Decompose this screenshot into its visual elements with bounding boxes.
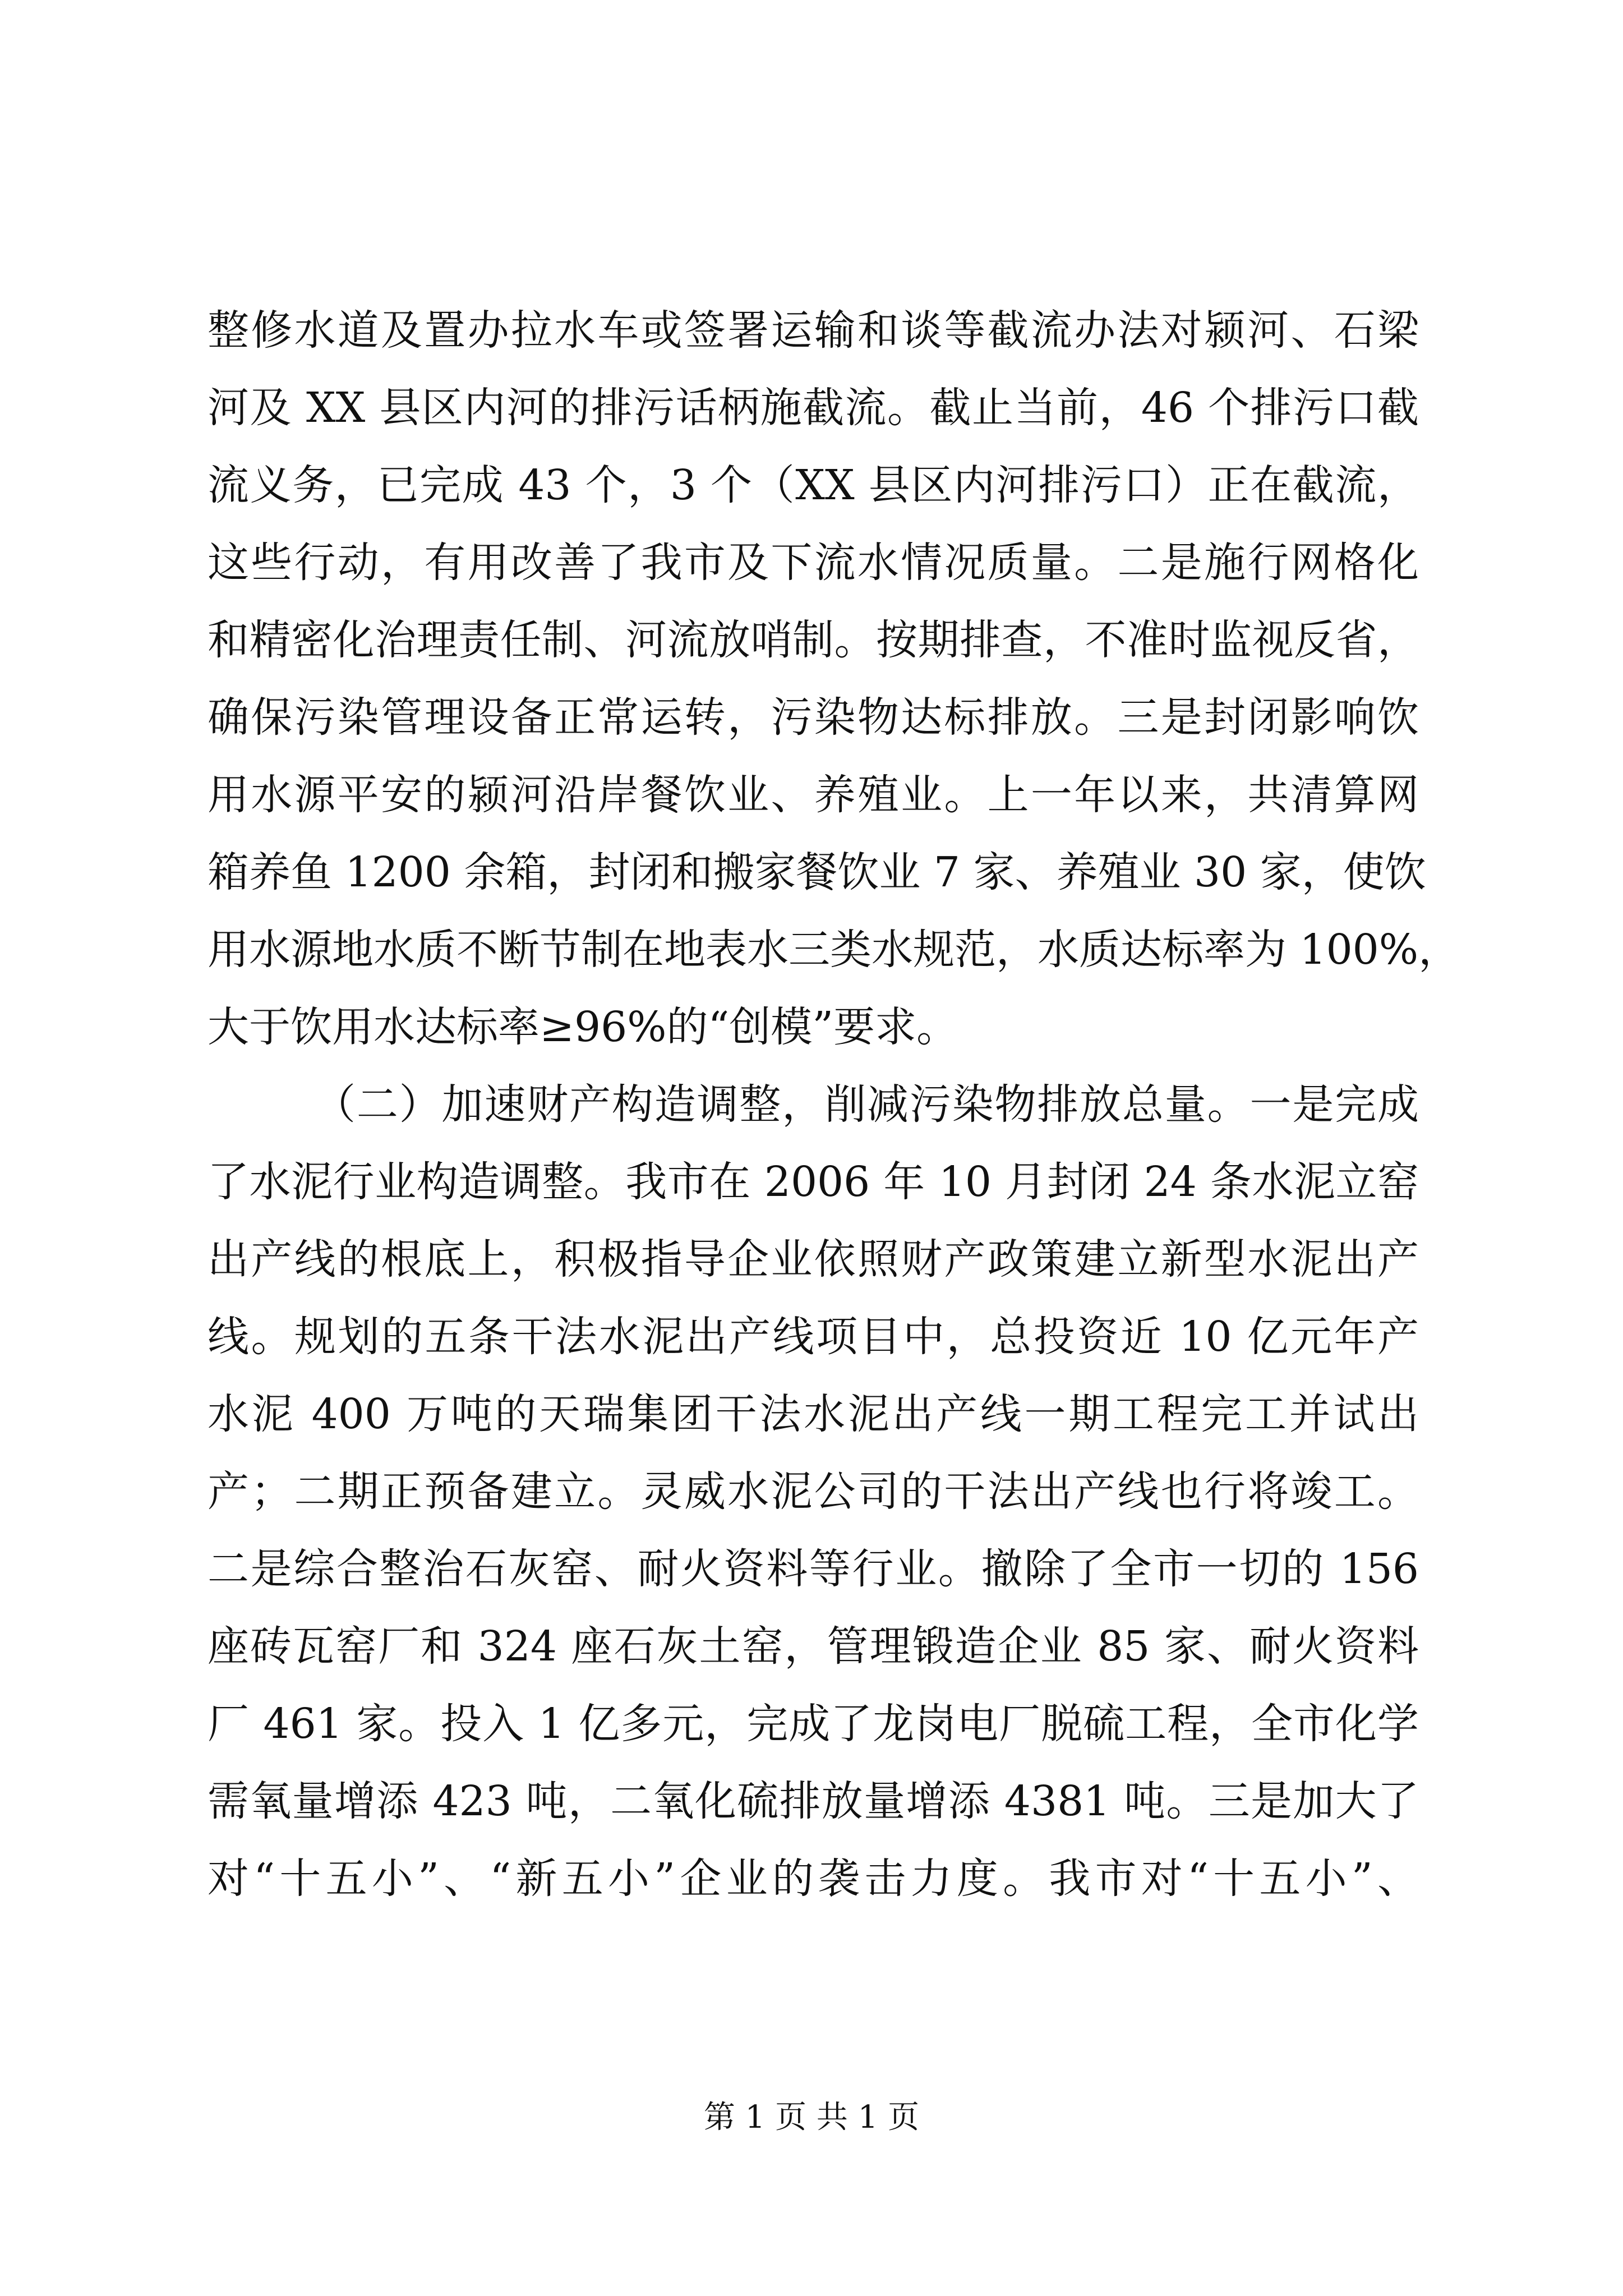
page-footer: 第 1 页 共 1 页 bbox=[703, 2099, 920, 2136]
text-line: 出产线的根底上，积极指导企业依照财产政策建立新型水泥出产 bbox=[208, 1235, 1419, 1283]
text-line: 箱养鱼 1200 余箱，封闭和搬家餐饮业 7 家、养殖业 30 家，使饮 bbox=[208, 848, 1426, 896]
text-line: 整修水道及置办拉水车或签署运输和谈等截流办法对颍河、石梁 bbox=[208, 306, 1419, 355]
text-line: 对“十五小”、“新五小”企业的袭击力度。我市对“十五小”、 bbox=[208, 1855, 1419, 1903]
text-line: 河及 XX 县区内河的排污话柄施截流。截止当前，46 个排污口截 bbox=[208, 384, 1419, 432]
text-line: 线。规划的五条干法水泥出产线项目中，总投资近 10 亿元年产 bbox=[208, 1313, 1419, 1361]
text-line: 水泥 400 万吨的天瑞集团干法水泥出产线一期工程完工并试出 bbox=[208, 1390, 1419, 1438]
text-line: 用水源平安的颍河沿岸餐饮业、养殖业。上一年以来，共清算网 bbox=[208, 771, 1419, 819]
text-line: 需氧量增添 423 吨，二氧化硫排放量增添 4381 吨。三是加大了 bbox=[208, 1777, 1419, 1825]
text-line: 座砖瓦窑厂和 324 座石灰土窑，管理锻造企业 85 家、耐火资料 bbox=[208, 1622, 1419, 1671]
text-line-paragraph-end: 大于饮用水达标率≥96%的“创模”要求。 bbox=[208, 1003, 958, 1051]
text-line-paragraph-start: （二）加速财产构造调整，削减污染物排放总量。一是完成 bbox=[314, 1080, 1419, 1129]
text-line: 二是综合整治石灰窑、耐火资料等行业。撤除了全市一切的 156 bbox=[208, 1545, 1419, 1593]
text-line: 用水源地水质不断节制在地表水三类水规范，水质达标率为 100%， bbox=[208, 926, 1460, 974]
text-line: 厂 461 家。投入 1 亿多元，完成了龙岗电厂脱硫工程，全市化学 bbox=[208, 1700, 1419, 1748]
body-text bbox=[208, 292, 1460, 1917]
text-line: 了水泥行业构造调整。我市在 2006 年 10 月封闭 24 条水泥立窑 bbox=[208, 1158, 1419, 1206]
text-line: 和精密化治理责任制、河流放哨制。按期排查，不准时监视反省， bbox=[208, 616, 1419, 664]
text-line: 这些行动，有用改善了我市及下流水情况质量。二是施行网格化 bbox=[208, 539, 1419, 587]
text-line: 产；二期正预备建立。灵威水泥公司的干法出产线也行将竣工。 bbox=[208, 1467, 1419, 1516]
text-line: 确保污染管理设备正常运转，污染物达标排放。三是封闭影响饮 bbox=[208, 693, 1419, 742]
text-line: 流义务，已完成 43 个，3 个（XX 县区内河排污口）正在截流， bbox=[208, 461, 1419, 509]
